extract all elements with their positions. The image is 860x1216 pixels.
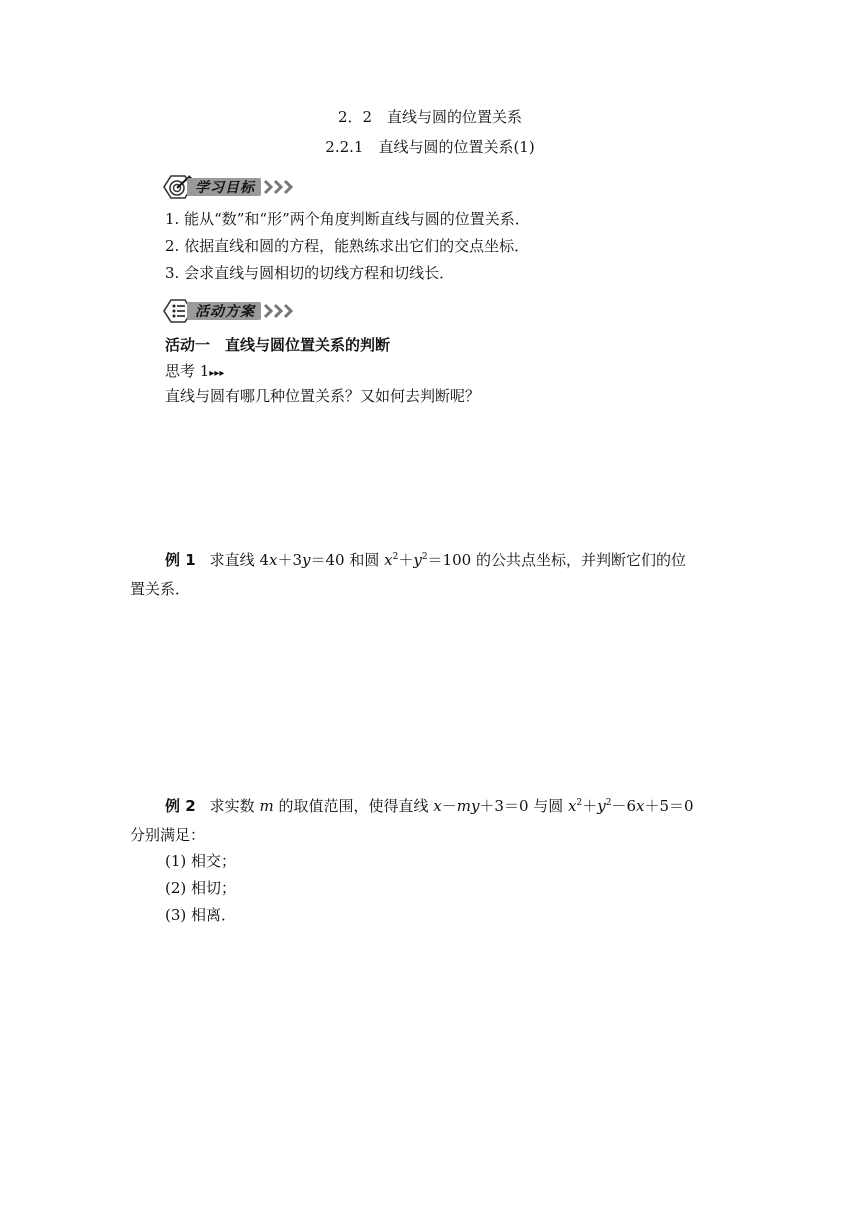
example1-text: 求直线 4	[209, 551, 269, 569]
var-x: x	[636, 797, 645, 815]
exponent: 2	[421, 552, 428, 562]
example2-line2: 分别满足：	[130, 826, 206, 844]
var-x: x	[268, 551, 278, 569]
exponent: 2	[576, 798, 583, 808]
example1-text: ＋3	[277, 551, 302, 569]
example2-text: ＋	[582, 797, 598, 815]
example2-item: (3) 相离．	[165, 906, 237, 924]
example2-text: 求实数	[209, 797, 260, 815]
example2-item: (1) 相交；	[165, 852, 237, 870]
objective-item: 1. 能从“数”和“形”两个角度判断直线与圆的位置关系．	[165, 210, 530, 228]
example1-line2: 置关系．	[130, 580, 191, 598]
think-label: 思考 1	[165, 362, 210, 380]
subsection-title: 2.2.1 直线与圆的位置关系(1)	[325, 138, 535, 156]
example1-text: ＝40 和圆	[310, 551, 385, 569]
example1-label: 例 1	[165, 551, 196, 569]
objective-item: 3. 会求直线与圆相切的切线方程和切线长．	[165, 264, 455, 282]
var-y: y	[597, 797, 606, 815]
example1-text: ＝100 的公共点坐标，并判断它们的位	[427, 551, 686, 569]
example1-text: ＋	[398, 551, 414, 569]
example2-text: －6	[611, 797, 637, 815]
section-title: 2．2 直线与圆的位置关系	[337, 108, 523, 126]
activities-banner-label: 活动方案	[187, 302, 261, 320]
example2-text: ＋3＝0 与圆	[479, 797, 569, 815]
var-x: x	[433, 797, 442, 815]
example2-label: 例 2	[165, 797, 196, 815]
objectives-banner	[163, 174, 297, 200]
think-question: 直线与圆有哪几种位置关系？又如何去判断呢？	[165, 387, 481, 405]
var-y: y	[413, 551, 422, 569]
chevrons-icon	[263, 302, 297, 320]
example2-text: 的取值范围，使得直线	[273, 797, 434, 815]
example1-line1	[165, 549, 686, 570]
var-y: y	[302, 551, 311, 569]
var-x: x	[568, 797, 577, 815]
exponent: 2	[605, 798, 612, 808]
var-my: my	[456, 797, 480, 815]
var-x: x	[384, 551, 393, 569]
triangle-marker-icon: ▸▸▸	[209, 368, 225, 379]
objectives-banner-label: 学习目标	[187, 178, 261, 196]
exponent: 2	[392, 552, 399, 562]
example2-line1	[165, 795, 694, 816]
think-heading	[165, 360, 224, 381]
chevrons-icon	[263, 178, 297, 196]
example2-item: (2) 相切；	[165, 879, 237, 897]
example2-text: ＋5＝0	[644, 797, 694, 815]
objective-item: 2. 依据直线和圆的方程，能熟练求出它们的交点坐标．	[165, 237, 530, 255]
activity1-title: 活动一 直线与圆位置关系的判断	[165, 336, 391, 354]
activities-banner	[163, 298, 297, 324]
example2-text: －	[441, 797, 457, 815]
var-m: m	[259, 797, 274, 815]
